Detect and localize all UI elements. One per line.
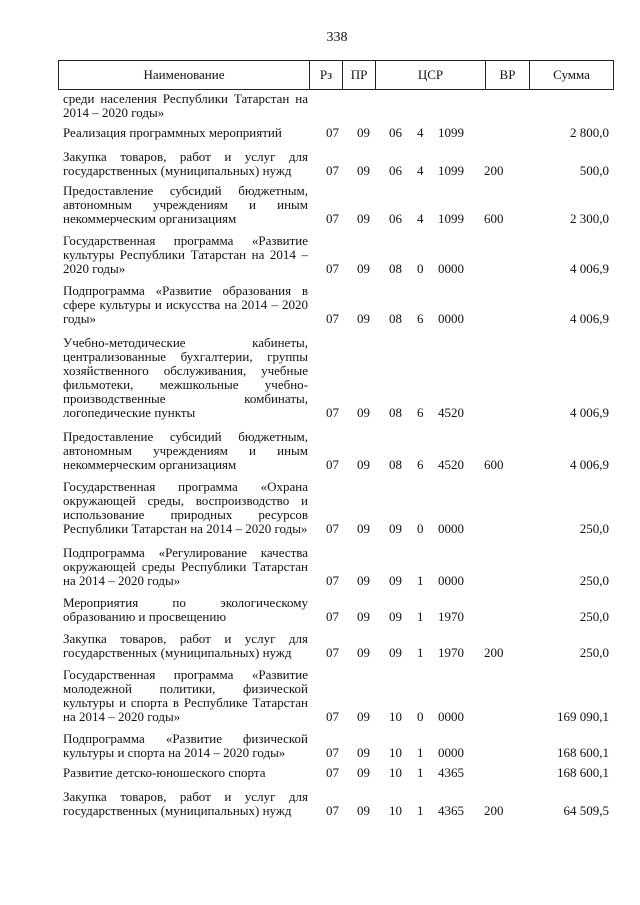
row-sum: 64 509,5 — [563, 803, 609, 818]
row-csr-3: 4520 — [438, 457, 464, 472]
row-rz: 07 — [326, 405, 339, 420]
row-csr-2: 0 — [417, 709, 424, 724]
row-csr-1: 08 — [389, 405, 402, 420]
row-csr-1: 06 — [389, 211, 402, 226]
row-csr-1: 08 — [389, 457, 402, 472]
row-csr-2: 4 — [417, 125, 424, 140]
row-pr: 09 — [357, 745, 370, 760]
header-sum: Сумма — [553, 67, 590, 82]
row-rz: 07 — [326, 521, 339, 536]
table-row — [0, 184, 640, 226]
row-rz: 07 — [326, 803, 339, 818]
row-name: Мероприятия по экологическому образованию и просвещению — [63, 595, 308, 624]
row-csr-2: 1 — [417, 645, 424, 660]
table-row — [0, 126, 640, 140]
row-name: Реализация программных мероприятий — [63, 125, 282, 140]
row-pr: 09 — [357, 311, 370, 326]
row-rz: 07 — [326, 609, 339, 624]
table-row — [0, 732, 640, 760]
table-row — [0, 234, 640, 276]
row-rz: 07 — [326, 645, 339, 660]
row-pr: 09 — [357, 609, 370, 624]
table-row — [0, 790, 640, 818]
row-rz: 07 — [326, 163, 339, 178]
row-sum: 250,0 — [579, 573, 609, 588]
row-rz: 07 — [326, 765, 339, 780]
table-row — [0, 766, 640, 780]
row-csr-2: 1 — [417, 765, 424, 780]
row-rz: 07 — [326, 125, 339, 140]
row-csr-2: 4 — [417, 163, 424, 178]
table-row — [0, 668, 640, 724]
row-csr-2: 4 — [417, 211, 424, 226]
row-sum: 4 006,9 — [570, 457, 609, 472]
row-sum: 168 600,1 — [557, 765, 609, 780]
row-csr-3: 0000 — [438, 311, 464, 326]
row-rz: 07 — [326, 709, 339, 724]
row-name: Закупка товаров, работ и услуг для государственных (муниципальных) нужд — [63, 631, 308, 660]
table-row — [0, 150, 640, 178]
table-row — [0, 284, 640, 326]
row-pr: 09 — [357, 803, 370, 818]
row-csr-2: 0 — [417, 521, 424, 536]
row-csr-1: 06 — [389, 125, 402, 140]
row-csr-3: 4520 — [438, 405, 464, 420]
row-pr: 09 — [357, 261, 370, 276]
row-csr-1: 09 — [389, 521, 402, 536]
row-name: Подпрограмма «Регулирование качества окружающей среды Республики Татарстан на 2014 – 2020 годы» — [63, 545, 308, 588]
row-csr-1: 10 — [389, 745, 402, 760]
row-rz: 07 — [326, 745, 339, 760]
row-csr-2: 6 — [417, 311, 424, 326]
row-pr: 09 — [357, 709, 370, 724]
row-sum: 2 300,0 — [570, 211, 609, 226]
row-pr: 09 — [357, 521, 370, 536]
header-pr: ПР — [343, 61, 376, 89]
row-csr-1: 08 — [389, 311, 402, 326]
row-csr-1: 08 — [389, 261, 402, 276]
row-csr-2: 1 — [417, 803, 424, 818]
row-csr-2: 1 — [417, 609, 424, 624]
row-csr-3: 1970 — [438, 609, 464, 624]
table-row — [0, 546, 640, 588]
header-rz: Рз — [310, 61, 343, 89]
row-vr: 200 — [484, 803, 504, 818]
row-csr-3: 1099 — [438, 163, 464, 178]
row-csr-2: 1 — [417, 745, 424, 760]
row-csr-2: 1 — [417, 573, 424, 588]
row-sum: 500,0 — [579, 163, 609, 178]
row-sum: 250,0 — [579, 645, 609, 660]
row-vr: 200 — [484, 163, 504, 178]
row-csr-3: 4365 — [438, 803, 464, 818]
row-sum: 2 800,0 — [570, 125, 609, 140]
row-sum: 250,0 — [579, 609, 609, 624]
row-vr: 600 — [484, 457, 504, 472]
page-number: 338 — [326, 30, 348, 45]
row-csr-3: 0000 — [438, 261, 464, 276]
row-sum: 169 090,1 — [557, 709, 609, 724]
header-csr: ЦСР — [376, 61, 486, 89]
row-name: Закупка товаров, работ и услуг для государственных (муниципальных) нужд — [63, 789, 308, 818]
row-pr: 09 — [357, 457, 370, 472]
row-rz: 07 — [326, 311, 339, 326]
row-csr-2: 6 — [417, 405, 424, 420]
row-name: Закупка товаров, работ и услуг для государственных (муниципальных) нужд — [63, 149, 308, 178]
row-rz: 07 — [326, 457, 339, 472]
row-csr-3: 0000 — [438, 573, 464, 588]
row-sum: 4 006,9 — [570, 311, 609, 326]
row-name: Государственная программа «Развитие культуры Республики Татарстан на 2014 – 2020 годы» — [63, 233, 308, 276]
row-csr-3: 0000 — [438, 745, 464, 760]
row-csr-1: 10 — [389, 709, 402, 724]
row-name: Государственная программа «Охрана окружающей среды, воспроизводство и использование природных ресурсов Республики Татарстан на 2014 – 2020 годы» — [63, 479, 308, 536]
row-csr-3: 1099 — [438, 211, 464, 226]
row-rz: 07 — [326, 261, 339, 276]
row-csr-3: 1970 — [438, 645, 464, 660]
row-name: Подпрограмма «Развитие образования в сфере культуры и искусства на 2014 – 2020 годы» — [63, 283, 308, 326]
row-csr-1: 10 — [389, 765, 402, 780]
row-csr-3: 0000 — [438, 709, 464, 724]
row-name: среди населения Республики Татарстан на 2014 – 2020 годы» — [63, 91, 308, 120]
row-name: Предоставление субсидий бюджетным, автономным учреждениям и иным некоммерческим организациям — [63, 429, 308, 472]
row-pr: 09 — [357, 573, 370, 588]
row-csr-1: 06 — [389, 163, 402, 178]
row-csr-1: 10 — [389, 803, 402, 818]
row-csr-2: 6 — [417, 457, 424, 472]
row-pr: 09 — [357, 211, 370, 226]
row-pr: 09 — [357, 163, 370, 178]
row-name: Предоставление субсидий бюджетным, автономным учреждениям и иным некоммерческим организациям — [63, 183, 308, 226]
row-pr: 09 — [357, 765, 370, 780]
row-vr: 600 — [484, 211, 504, 226]
table-row — [0, 596, 640, 624]
row-name: Учебно-методические кабинеты, централизованные бухгалтерии, группы хозяйственного обслуживания, учебные фильмотеки, межшкольные учебно-производственные комбинаты, логопедические пункты — [63, 335, 308, 420]
row-csr-1: 09 — [389, 609, 402, 624]
row-sum: 4 006,9 — [570, 261, 609, 276]
row-csr-1: 09 — [389, 573, 402, 588]
table-row — [0, 632, 640, 660]
row-sum: 168 600,1 — [557, 745, 609, 760]
row-sum: 4 006,9 — [570, 405, 609, 420]
row-name: Государственная программа «Развитие молодежной политики, физической культуры и спорта в Республике Татарстан на 2014 – 2020 годы» — [63, 667, 308, 724]
row-csr-2: 0 — [417, 261, 424, 276]
row-vr: 200 — [484, 645, 504, 660]
row-csr-1: 09 — [389, 645, 402, 660]
row-csr-3: 4365 — [438, 765, 464, 780]
row-csr-3: 0000 — [438, 521, 464, 536]
row-name: Подпрограмма «Развитие физической культуры и спорта на 2014 – 2020 годы» — [63, 731, 308, 760]
row-rz: 07 — [326, 573, 339, 588]
table-row — [0, 92, 640, 120]
row-pr: 09 — [357, 645, 370, 660]
row-sum: 250,0 — [579, 521, 609, 536]
row-pr: 09 — [357, 405, 370, 420]
table-row — [0, 430, 640, 472]
row-name: Развитие детско-юношеского спорта — [63, 765, 266, 780]
header-name: Наименование — [59, 61, 310, 89]
row-csr-3: 1099 — [438, 125, 464, 140]
row-pr: 09 — [357, 125, 370, 140]
table-row — [0, 336, 640, 420]
row-rz: 07 — [326, 211, 339, 226]
table-row — [0, 480, 640, 536]
header-vr: ВР — [486, 61, 530, 89]
